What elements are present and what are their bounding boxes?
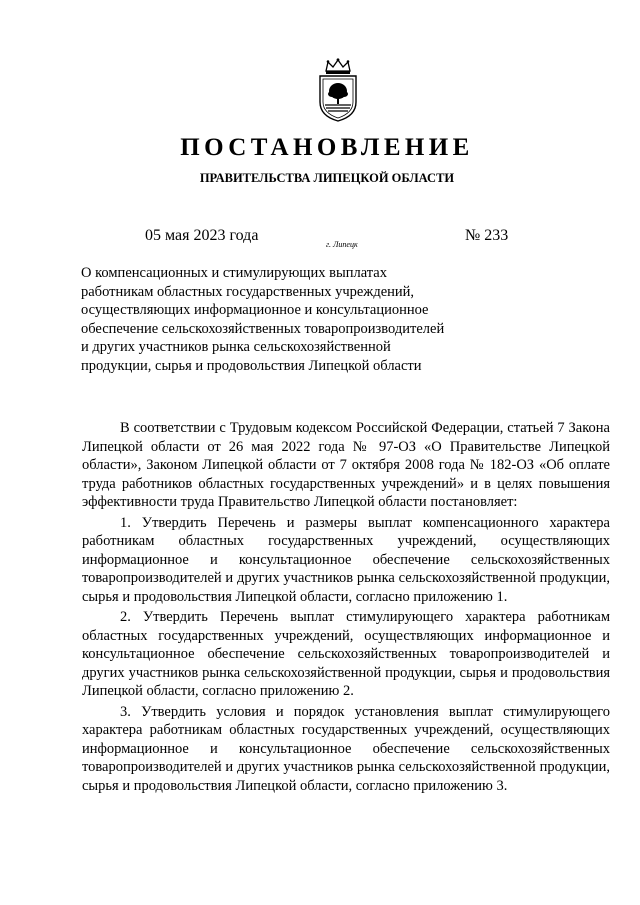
document-city: г. Липецк xyxy=(326,240,358,249)
issuer-subtitle: ПРАВИТЕЛЬСТВА ЛИПЕЦКОЙ ОБЛАСТИ xyxy=(199,171,455,185)
document-body xyxy=(82,419,610,797)
subject-line: продукции, сырья и продовольствия Липецкой области xyxy=(81,357,422,374)
subject-line: и других участников рынка сельскохозяйственной xyxy=(81,339,391,355)
subject-block xyxy=(81,264,501,375)
document-title: ПОСТАНОВЛЕНИЕ xyxy=(180,134,474,161)
subject-line: обеспечение сельскохозяйственных товаропроизводителей xyxy=(81,320,445,337)
coat-of-arms-icon xyxy=(316,58,360,122)
clause-paragraph-1: 1. Утвердить Перечень и размеры выплат компенсационного характера работникам областных государственных учреждений, осуществляющих информационное и консультационное обеспечение сельскохозяйственных товаропроизводителей и других участников рынка сельскохозяйственной продукции, сырья и продовольствия Липецкой области, согласно приложению 1. xyxy=(82,514,610,605)
document-date: 05 мая 2023 года xyxy=(145,227,259,244)
document-number: № 233 xyxy=(465,227,509,244)
subject-line: работникам областных государственных учреждений, xyxy=(81,283,415,300)
subject-line: осуществляющих информационное и консультационное xyxy=(81,302,429,318)
clause-paragraph-2: 2. Утвердить Перечень выплат стимулирующего характера работникам областных государственных учреждений, осуществляющих информационное и консультационное обеспечение сельскохозяйственных товаропроизводителей и других участников рынка сельскохозяйственной продукции, сырья и продовольствия Липецкой области, согласно приложению 2. xyxy=(82,609,610,699)
preamble-paragraph: В соответствии с Трудовым кодексом Российской Федерации, статьей 7 Закона Липецкой области от 26 мая 2022 года № 97-ОЗ «О Правительстве Липецкой области», Законом Липецкой области от 7 октября 2008 года № 182-ОЗ «Об оплате труда работников областных государственных учреждений» и в целях повышения эффективности труда Правительство Липецкой области постановляет: xyxy=(82,420,610,510)
subject-line: О компенсационных и стимулирующих выплатах xyxy=(81,265,387,281)
clause-paragraph-3: 3. Утвердить условия и порядок установления выплат стимулирующего характера работникам областных государственных учреждений, осуществляющих информационное и консультационное обеспечение сельскохозяйственных товаропроизводителей и других участников рынка сельскохозяйственной продукции, сырья и продовольствия Липецкой области, согласно приложению 3. xyxy=(82,703,610,794)
